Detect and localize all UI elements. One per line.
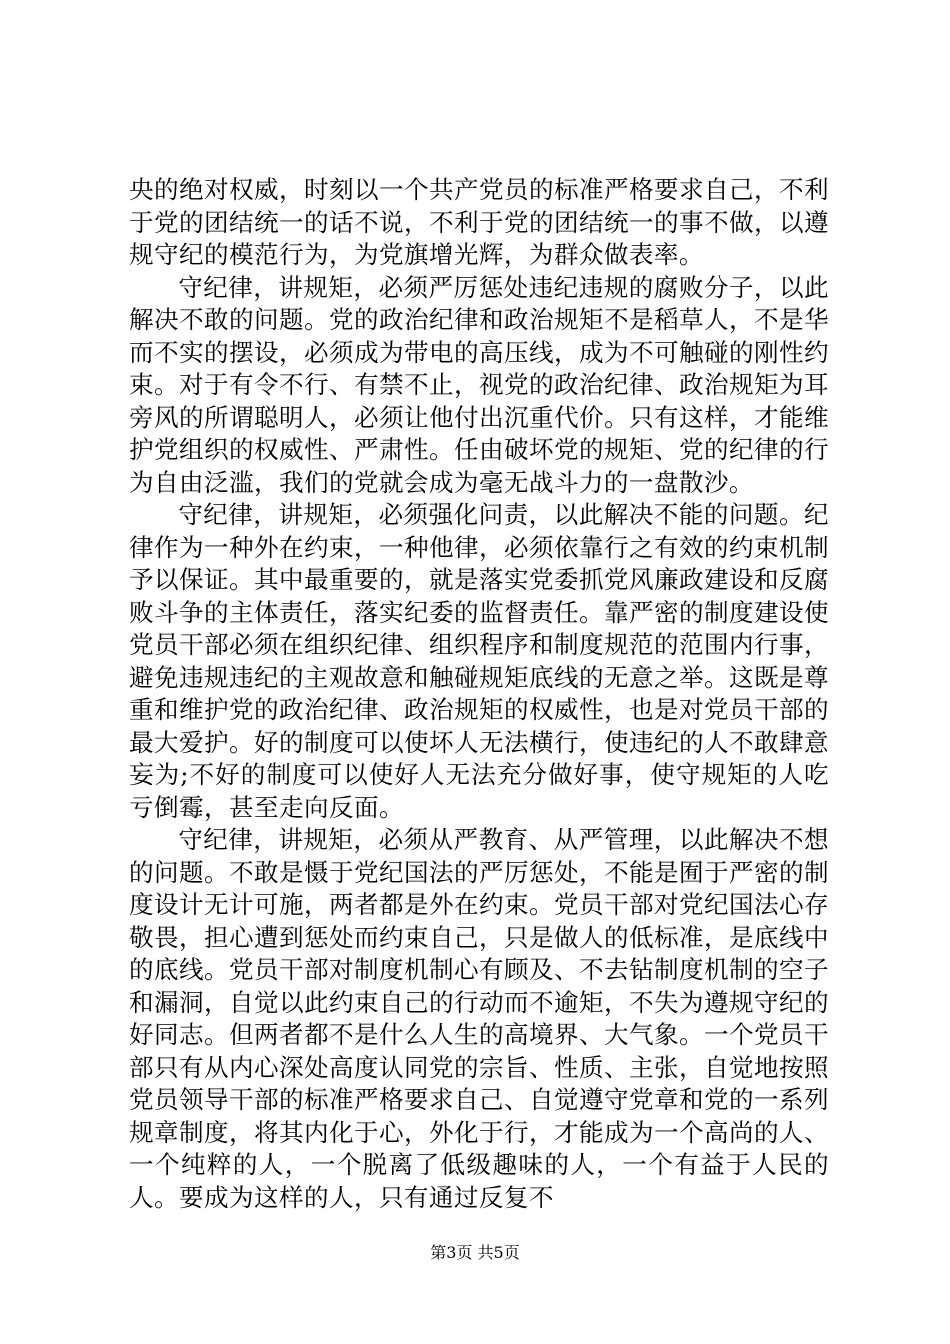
paragraph: 守纪律，讲规矩，必须从严教育、从严管理，以此解决不想的问题。不敢是慑于党纪国法的严厉惩处，不能是囿于严密的制度设计无计可施，两者都是外在约束。党员干部对党纪国法心存敬畏，担心遭到惩处而约束自己，只是做人的低标准，是底线中的底线。党员干部对制度机制心有顾及、不去钻制度机制的空子和漏洞，自觉以此约束自己的行动而不逾矩，不失为遵规守纪的好同志。但两者都不是什么人生的高境界、大气象。一个党员干部只有从内心深处高度认同党的宗旨、性质、主张，自觉地按照党员领导干部的标准严格要求自己、自觉遵守党章和党的一系列规章制度，将其内化于心，外化于行，才能成为一个高尚的人、一个纯粹的人，一个脱离了低级趣味的人，一个有益于人民的人。要成为这样的人，只有通过反复不	[129, 825, 829, 1212]
paragraph: 守纪律，讲规矩，必须严厉惩处违纪违规的腐败分子，以此解决不敢的问题。党的政治纪律和政治规矩不是稻草人，不是华而不实的摆设，必须成为带电的高压线，成为不可触碰的刚性约束。对于有令不行、有禁不止，视党的政治纪律、政治规矩为耳旁风的所谓聪明人，必须让他付出沉重代价。只有这样，才能维护党组织的权威性、严肃性。任由破坏党的规矩、党的纪律的行为自由泛滥，我们的党就会成为毫无战斗力的一盘散沙。	[129, 272, 829, 497]
page-number-footer: 第3页 共5页	[430, 1243, 520, 1262]
paragraph: 守纪律，讲规矩，必须强化问责，以此解决不能的问题。纪律作为一种外在约束，一种他律，必须依靠行之有效的约束机制予以保证。其中最重要的，就是落实党委抓党风廉政建设和反腐败斗争的主体责任，落实纪委的监督责任。靠严密的制度建设使党员干部必须在组织纪律、组织程序和制度规范的范围内行事，避免违规违纪的主观故意和触碰规矩底线的无意之举。这既是尊重和维护党的政治纪律、政治规矩的权威性，也是对党员干部的最大爱护。好的制度可以使坏人无法横行，使违纪的人不敢肆意妄为;不好的制度可以使好人无法充分做好事，使守规矩的人吃亏倒霉，甚至走向反面。	[129, 500, 829, 822]
document-body	[129, 174, 829, 1214]
paragraph-continuation: 央的绝对权威，时刻以一个共产党员的标准严格要求自己，不利于党的团结统一的话不说，不利于党的团结统一的事不做，以遵规守纪的模范行为，为党旗增光辉，为群众做表率。	[129, 175, 829, 269]
